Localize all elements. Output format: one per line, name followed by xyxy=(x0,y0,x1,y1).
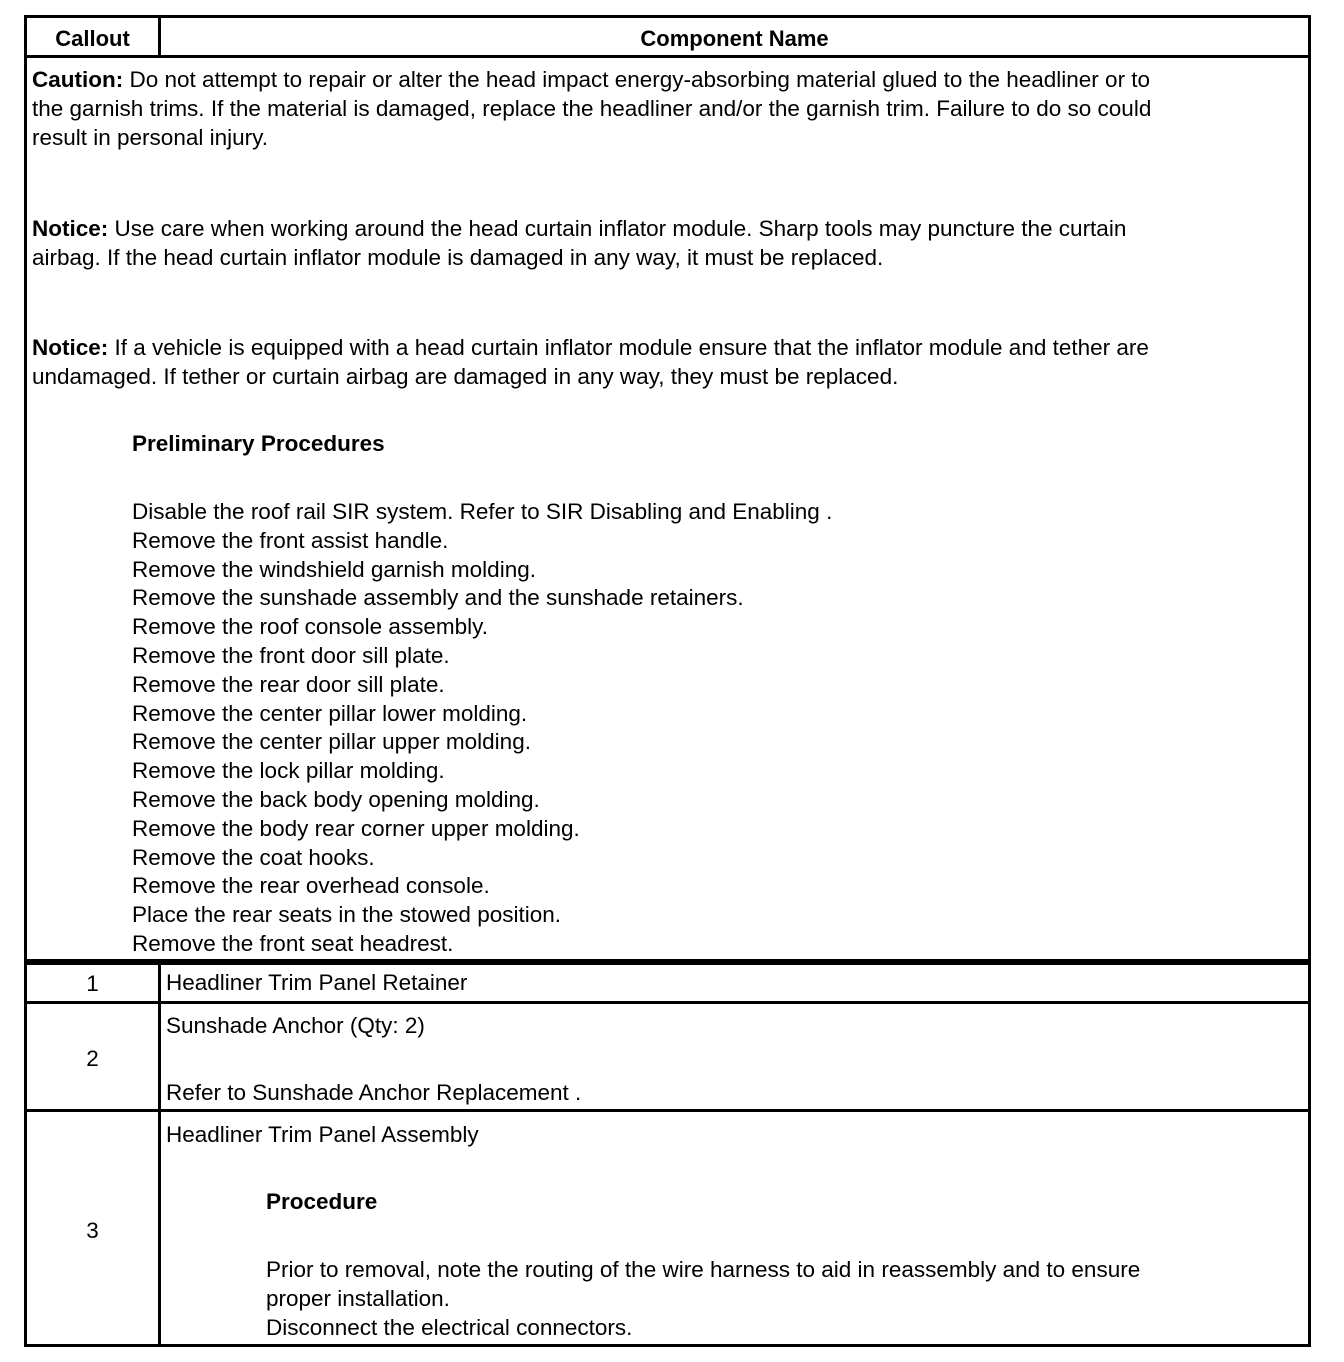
row1-name-cell xyxy=(158,962,1311,1004)
notice2-line-1: Notice: If a vehicle is equipped with a head curtain inflator module ensure that the inflator module and tether are xyxy=(32,335,1149,360)
list-item: Remove the roof console assembly. xyxy=(132,614,489,640)
row3-callout-cell xyxy=(24,1109,161,1347)
row1-name: Headliner Trim Panel Retainer xyxy=(166,970,468,995)
row3-name: Headliner Trim Panel Assembly xyxy=(166,1122,479,1147)
list-item: Remove the coat hooks. xyxy=(132,844,375,870)
list-item: Place the rear seats in the stowed position. xyxy=(132,902,561,928)
caution-line-1: Caution: Do not attempt to repair or alter the head impact energy-absorbing material glued to the headliner or to xyxy=(32,67,1151,92)
row1-callout-cell xyxy=(24,962,161,1004)
list-item: Remove the front assist handle. xyxy=(132,527,449,553)
preliminary-title: Preliminary Procedures xyxy=(132,431,385,456)
notice1-label: Notice: xyxy=(32,216,109,241)
preliminary-steps-list xyxy=(132,498,832,959)
list-item: Remove the center pillar upper molding. xyxy=(132,729,531,755)
procedure-line-1: Prior to removal, note the routing of the wire harness to aid in reassembly and to ensure xyxy=(266,1257,1141,1282)
list-item: Remove the rear overhead console. xyxy=(132,873,490,899)
header-callout: Callout xyxy=(55,26,130,51)
caution-line-2: the garnish trims. If the material is damaged, replace the headliner and/or the garnish trim. Failure to do so could xyxy=(32,96,1152,121)
caution-line-3: result in personal injury. xyxy=(32,125,268,150)
list-item: Remove the center pillar lower molding. xyxy=(132,700,528,726)
notes-cell xyxy=(24,55,1311,962)
row2-name-cell xyxy=(158,1001,1311,1112)
caution-label: Caution: xyxy=(32,67,124,92)
row3-callout: 3 xyxy=(86,1218,99,1243)
row2-callout-cell xyxy=(24,1001,161,1112)
row1-callout: 1 xyxy=(86,971,99,996)
list-item: Disable the roof rail SIR system. Refer to SIR Disabling and Enabling . xyxy=(132,499,833,524)
header-callout-cell xyxy=(24,15,161,58)
list-item: Remove the windshield garnish molding. xyxy=(132,556,536,582)
list-item: Remove the lock pillar molding. xyxy=(132,758,445,784)
list-item: Remove the sunshade assembly and the sunshade retainers. xyxy=(132,585,744,611)
list-item: Remove the back body opening molding. xyxy=(132,786,540,812)
notice1-line-1: Notice: Use care when working around the head curtain inflator module. Sharp tools may puncture the curtain xyxy=(32,216,1127,241)
list-item: Remove the body rear corner upper molding. xyxy=(132,815,580,841)
procedure-title: Procedure xyxy=(266,1189,378,1214)
list-item: Remove the front seat headrest. xyxy=(132,930,454,956)
row2-ref: Refer to Sunshade Anchor Replacement . xyxy=(166,1080,582,1105)
notice2-line-2: undamaged. If tether or curtain airbag are damaged in any way, they must be replaced. xyxy=(32,364,899,389)
procedure-line-3: Disconnect the electrical connectors. xyxy=(266,1315,633,1340)
header-component-name: Component Name xyxy=(640,26,829,51)
row2-callout: 2 xyxy=(86,1046,99,1071)
list-item: Remove the front door sill plate. xyxy=(132,642,450,668)
notice2-label: Notice: xyxy=(32,335,109,360)
notice1-line-2: airbag. If the head curtain inflator module is damaged in any way, it must be replaced. xyxy=(32,245,884,270)
header-component-name-cell xyxy=(158,15,1311,58)
procedure-line-2: proper installation. xyxy=(266,1286,450,1311)
row2-name: Sunshade Anchor (Qty: 2) xyxy=(166,1013,425,1038)
row3-name-cell xyxy=(158,1109,1311,1347)
list-item: Remove the rear door sill plate. xyxy=(132,671,445,697)
